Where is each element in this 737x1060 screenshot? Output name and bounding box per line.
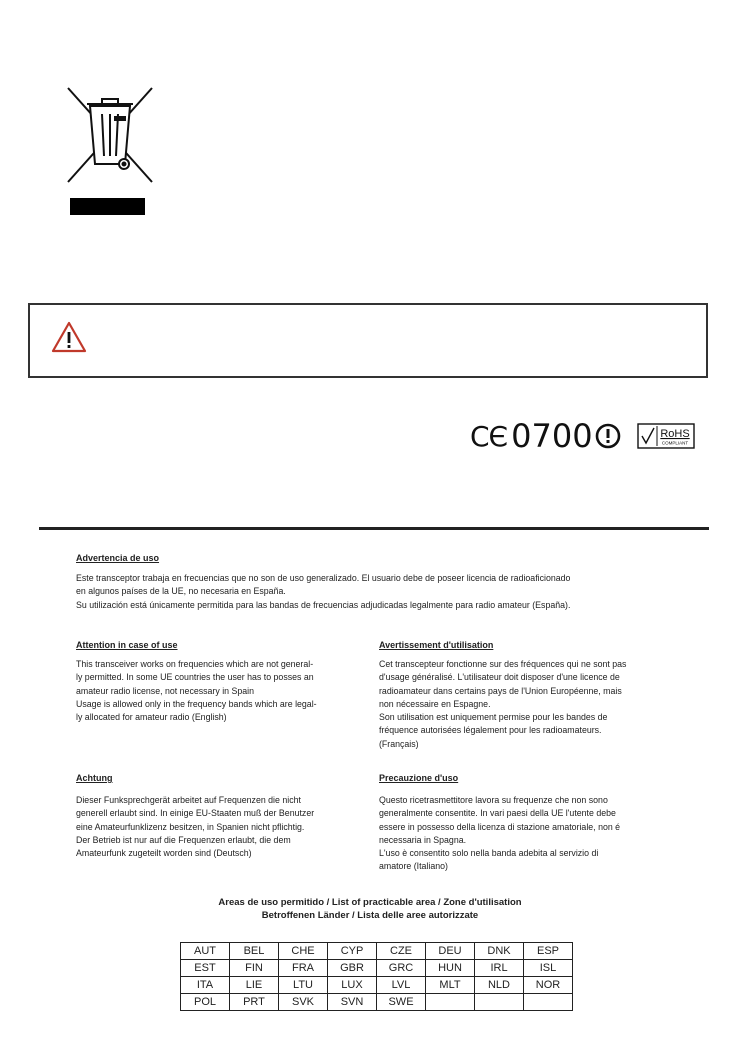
country-cell: NOR (524, 977, 573, 994)
table-row (181, 994, 573, 1011)
country-cell: GRC (377, 960, 426, 977)
country-cell: HUN (426, 960, 475, 977)
country-table (180, 942, 573, 1011)
country-cell: DEU (426, 943, 475, 960)
country-cell: CYP (328, 943, 377, 960)
country-cell: PRT (230, 994, 279, 1011)
country-cell: LIE (230, 977, 279, 994)
country-cell: DNK (475, 943, 524, 960)
country-cell (524, 994, 573, 1011)
country-cell: NLD (475, 977, 524, 994)
notified-body-number: 0700 (511, 417, 593, 455)
country-cell: POL (181, 994, 230, 1011)
country-cell: IRL (475, 960, 524, 977)
section-text-en: This transceiver works on frequencies which are not general- ly permitted. In some UE countries the user has to posses an amateur radio license, not necessary in Spain Usage is allowed only in the frequency bands which are legal- ly allocated for amateur radio (English) (76, 659, 317, 723)
country-cell: ITA (181, 977, 230, 994)
rohs-logo (637, 423, 695, 449)
country-cell (475, 994, 524, 1011)
section-title-es: Advertencia de uso (76, 553, 160, 563)
areas-title: Areas de uso permitido / List of practicable area / Zone d'utilisation Betroffenen Länder / Lista delle aree autorizzate (218, 897, 522, 921)
country-cell: CZE (377, 943, 426, 960)
section-text-fr: Cet transcepteur fonctionne sur des fréquences qui ne sont pas d'usage généralisé. L'utilisateur doit disposer d'une licence de radioamateur dans certains pays de l'Union Européenne, mais non nécessaire en Espagne. Son utilisation est uniquement permise pour les bandes de fréquence autorisées légalement pour les radioamateurs. (Français) (379, 659, 627, 749)
section-title-fr: Avertissement d'utilisation (379, 640, 494, 650)
country-cell: SVK (279, 994, 328, 1011)
section-text-it: Questo ricetrasmettitore lavora su frequenze che non sono generalmente consentite. In vari paesi della UE l'utente debe essere in possesso della licenza di stazione amatoriale, non é necessaria in Spagna. L'uso è consentito solo nella banda adebita al servizio di amatore (Italiano) (379, 795, 621, 872)
country-cell: SWE (377, 994, 426, 1011)
country-cell (426, 994, 475, 1011)
country-cell: LVL (377, 977, 426, 994)
country-cell: BEL (230, 943, 279, 960)
table-row (181, 943, 573, 960)
country-cell: FIN (230, 960, 279, 977)
horizontal-rule (39, 527, 709, 530)
section-text-de: Dieser Funksprechgerät arbeitet auf Frequenzen die nicht generell erlaubt sind. In einige EU-Staaten muß der Benutzer eine Amateurfunklizenz besitzen, in Spanien nicht pflichtig. Der Betrieb ist nur auf die Frequenzen erlaubt, die dem Amateurfunk zugeteilt worden sind (Deutsch) (76, 795, 315, 859)
country-cell: LTU (279, 977, 328, 994)
country-cell: ISL (524, 960, 573, 977)
country-cell: MLT (426, 977, 475, 994)
rohs-compliant-text: COMPLIANT (661, 440, 688, 446)
warning-triangle-icon (51, 321, 87, 353)
section-title-en: Attention in case of use (76, 640, 178, 650)
table-row (181, 960, 573, 977)
weee-bar (70, 198, 145, 215)
warning-box (28, 303, 708, 378)
country-cell: ESP (524, 943, 573, 960)
weee-bin-icon (66, 86, 154, 186)
section-text-es: Este transceptor trabaja en frecuencias que no son de uso generalizado. El usuario debe de poseer licencia de radioaficionado en algunos países de la UE, no necesaria en España. Su utilización está únicamente permitida para las bandas de frecuencias adjudicadas legalmente para radio amateur (España). (76, 573, 571, 610)
country-cell: LUX (328, 977, 377, 994)
country-cell: AUT (181, 943, 230, 960)
table-row (181, 977, 573, 994)
country-cell: CHE (279, 943, 328, 960)
country-cell: FRA (279, 960, 328, 977)
section-title-it: Precauzione d'uso (379, 773, 459, 783)
rohs-text: RoHS (659, 428, 690, 440)
country-cell: SVN (328, 994, 377, 1011)
country-cell: GBR (328, 960, 377, 977)
country-cell: EST (181, 960, 230, 977)
certification-marks (470, 418, 695, 454)
alert-mark-icon (595, 423, 621, 449)
ce-mark: CЄ (470, 419, 508, 453)
section-title-de: Achtung (76, 773, 113, 783)
